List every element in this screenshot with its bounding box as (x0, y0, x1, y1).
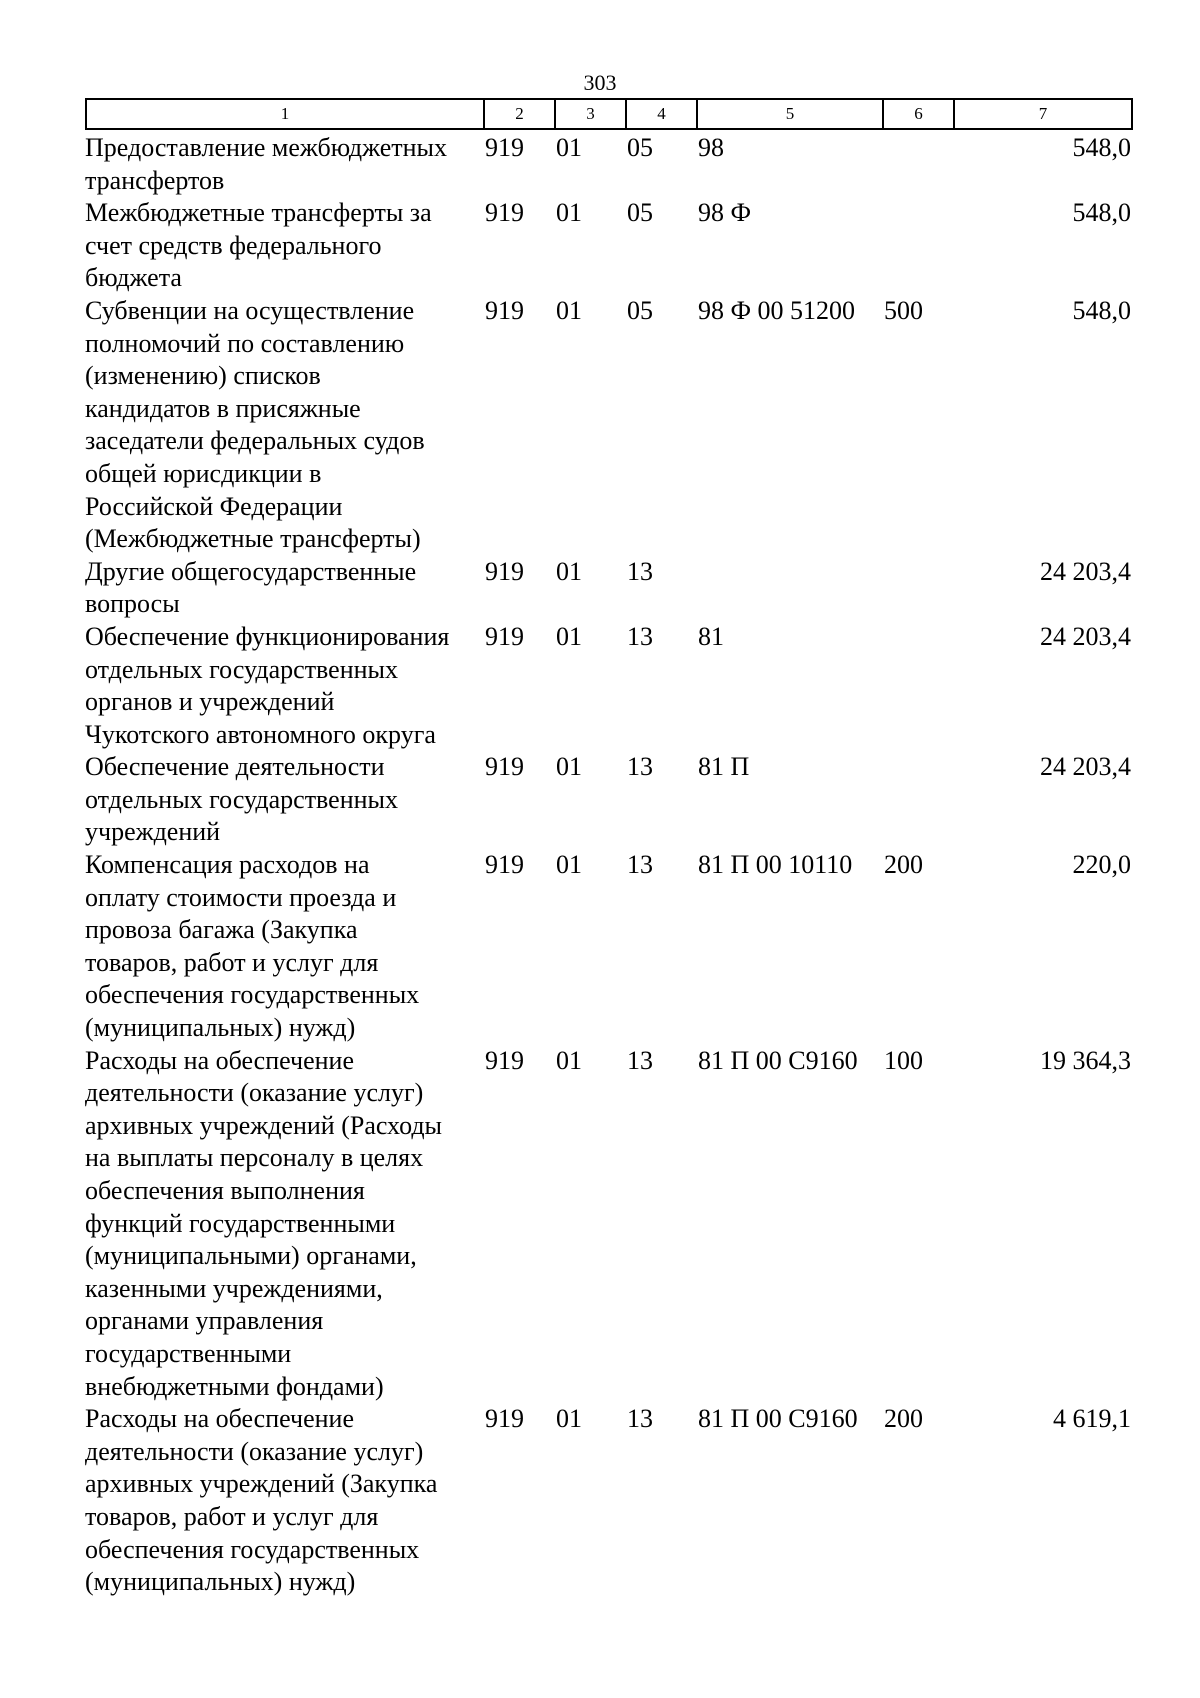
row-section-code: 01 (556, 850, 582, 880)
row-name-line: вопросы (85, 589, 180, 619)
row-amount: 548,0 (1072, 295, 1131, 325)
row-section-code: 01 (556, 621, 582, 651)
row-admin-code: 919 (485, 850, 524, 880)
row-amount: 24 203,4 (1040, 556, 1131, 586)
row-amount: 220,0 (1072, 850, 1131, 880)
row-section-code: 01 (556, 556, 582, 586)
row-amount: 548,0 (1072, 133, 1131, 162)
row-amount: 24 203,4 (1040, 621, 1131, 651)
row-name-line: Российской Федерации (85, 491, 343, 521)
row-name-line: Расходы на обеспечение (85, 1404, 355, 1434)
row-name-line: общей юрисдикции в (85, 458, 322, 488)
row-name-line: (муниципальных) нужд) (85, 1013, 356, 1043)
row-name-line: провоза багажа (Закупка (85, 915, 358, 945)
row-name-line: деятельности (оказание услуг) (85, 1078, 424, 1108)
row-name (85, 132, 483, 197)
row-name-line: (Межбюджетные трансферты) (85, 524, 421, 554)
row-target-article (696, 556, 882, 621)
row-name-line: органами управления (85, 1306, 324, 1336)
row-name-line: функций государственными (85, 1208, 396, 1238)
row-name-line: кандидатов в присяжные (85, 393, 361, 423)
row-name-line: (изменению) списков (85, 361, 321, 391)
row-subsection-code: 13 (627, 752, 653, 782)
row-name-line: учреждений (85, 817, 221, 847)
row-admin-code: 919 (485, 1404, 524, 1434)
row-amount: 548,0 (1072, 198, 1131, 228)
table-row (85, 295, 1131, 556)
row-name-line: архивных учреждений (Закупка (85, 1469, 438, 1499)
row-amount: 24 203,4 (1040, 752, 1131, 782)
row-target-article: 81 П (698, 752, 750, 782)
row-amount: 19 364,3 (1040, 1045, 1131, 1075)
row-admin-code: 919 (485, 1045, 524, 1075)
row-expense-type: 500 (884, 295, 923, 325)
row-admin-code: 919 (485, 621, 524, 651)
row-name-line: заседатели федеральных судов (85, 426, 425, 456)
row-admin-code: 919 (485, 133, 524, 162)
row-name-line: оплату стоимости проезда и (85, 882, 397, 912)
row-name-line: на выплаты персоналу в целях (85, 1143, 424, 1173)
page-number: 303 (583, 70, 617, 95)
row-name-line: государственными (85, 1338, 292, 1368)
row-section-code: 01 (556, 1404, 582, 1434)
row-subsection-code: 05 (627, 295, 653, 325)
row-expense-type (882, 556, 953, 621)
row-name-line: Субвенции на осуществление (85, 295, 415, 325)
row-target-article: 98 Ф (698, 198, 752, 228)
column-header-4: 4 (626, 99, 697, 129)
row-section-code: 01 (556, 752, 582, 782)
row-target-article: 81 (698, 621, 724, 651)
row-expense-type: 200 (884, 850, 923, 880)
row-expense-type (882, 621, 953, 751)
column-header-1: 1 (86, 99, 484, 129)
row-name-line: товаров, работ и услуг для (85, 947, 379, 977)
row-subsection-code: 05 (627, 133, 653, 162)
row-expense-type (882, 751, 953, 849)
row-name-line: (муниципальными) органами, (85, 1241, 417, 1271)
row-subsection-code: 13 (627, 850, 653, 880)
row-name (85, 295, 483, 556)
row-name-line: трансфертов (85, 165, 225, 195)
row-name-line: Предоставление межбюджетных (85, 133, 448, 162)
row-name-line: отдельных государственных (85, 654, 399, 684)
row-name (85, 556, 483, 621)
row-name (85, 1403, 483, 1599)
row-target-article: 98 Ф 00 51200 (698, 295, 856, 325)
row-admin-code: 919 (485, 752, 524, 782)
table-row (85, 621, 1131, 751)
row-name-line: внебюджетными фондами) (85, 1371, 384, 1401)
row-name (85, 1045, 483, 1404)
table-row (85, 556, 1131, 621)
row-target-article: 81 П 00 С9160 (698, 1045, 858, 1075)
budget-table (85, 132, 1131, 1599)
row-name-line: обеспечения выполнения (85, 1176, 365, 1205)
row-admin-code: 919 (485, 198, 524, 228)
row-name-line: архивных учреждений (Расходы (85, 1110, 443, 1140)
row-name (85, 751, 483, 849)
row-admin-code: 919 (485, 295, 524, 325)
table-row (85, 849, 1131, 1045)
row-name-line: органов и учреждений (85, 687, 335, 717)
column-header-3: 3 (555, 99, 626, 129)
row-subsection-code: 13 (627, 621, 653, 651)
row-target-article: 81 П 00 С9160 (698, 1404, 858, 1434)
row-name-line: Обеспечение деятельности (85, 752, 385, 782)
column-header-6: 6 (883, 99, 954, 129)
row-name-line: Другие общегосударственные (85, 556, 417, 586)
table-row (85, 1045, 1131, 1404)
column-header-2: 2 (484, 99, 555, 129)
row-name-line: деятельности (оказание услуг) (85, 1436, 424, 1466)
row-name-line: Чукотского автономного округа (85, 719, 436, 749)
row-name-line: отдельных государственных (85, 784, 399, 814)
row-expense-type: 200 (884, 1404, 923, 1434)
row-target-article: 98 (698, 133, 724, 162)
row-expense-type (882, 197, 953, 295)
row-section-code: 01 (556, 1045, 582, 1075)
row-name-line: Обеспечение функционирования (85, 621, 450, 651)
column-header-7: 7 (954, 99, 1132, 129)
row-name (85, 621, 483, 751)
row-name-line: Межбюджетные трансферты за (85, 198, 432, 228)
table-row (85, 1403, 1131, 1599)
row-admin-code: 919 (485, 556, 524, 586)
row-section-code: 01 (556, 198, 582, 228)
column-header-5: 5 (697, 99, 883, 129)
row-expense-type: 100 (884, 1045, 923, 1075)
row-name (85, 849, 483, 1045)
row-section-code: 01 (556, 295, 582, 325)
table-row (85, 751, 1131, 849)
row-name-line: обеспечения государственных (85, 980, 420, 1010)
row-name-line: бюджета (85, 263, 182, 293)
row-section-code: 01 (556, 133, 582, 162)
row-expense-type (882, 132, 953, 197)
row-name-line: счет средств федерального (85, 230, 382, 260)
row-subsection-code: 05 (627, 198, 653, 228)
row-target-article: 81 П 00 10110 (698, 850, 853, 880)
table-row (85, 132, 1131, 197)
table-row (85, 197, 1131, 295)
row-amount: 4 619,1 (1053, 1404, 1131, 1434)
row-subsection-code: 13 (627, 556, 653, 586)
row-name-line: обеспечения государственных (85, 1534, 420, 1564)
table-body (85, 132, 1131, 1599)
row-name-line: (муниципальных) нужд) (85, 1567, 356, 1597)
column-header-row (85, 98, 1133, 130)
row-name-line: товаров, работ и услуг для (85, 1501, 379, 1531)
row-subsection-code: 13 (627, 1404, 653, 1434)
row-name (85, 197, 483, 295)
row-name-line: Компенсация расходов на (85, 850, 370, 880)
row-subsection-code: 13 (627, 1045, 653, 1075)
row-name-line: казенными учреждениями, (85, 1273, 383, 1303)
row-name-line: полномочий по составлению (85, 328, 405, 358)
row-name-line: Расходы на обеспечение (85, 1045, 355, 1075)
